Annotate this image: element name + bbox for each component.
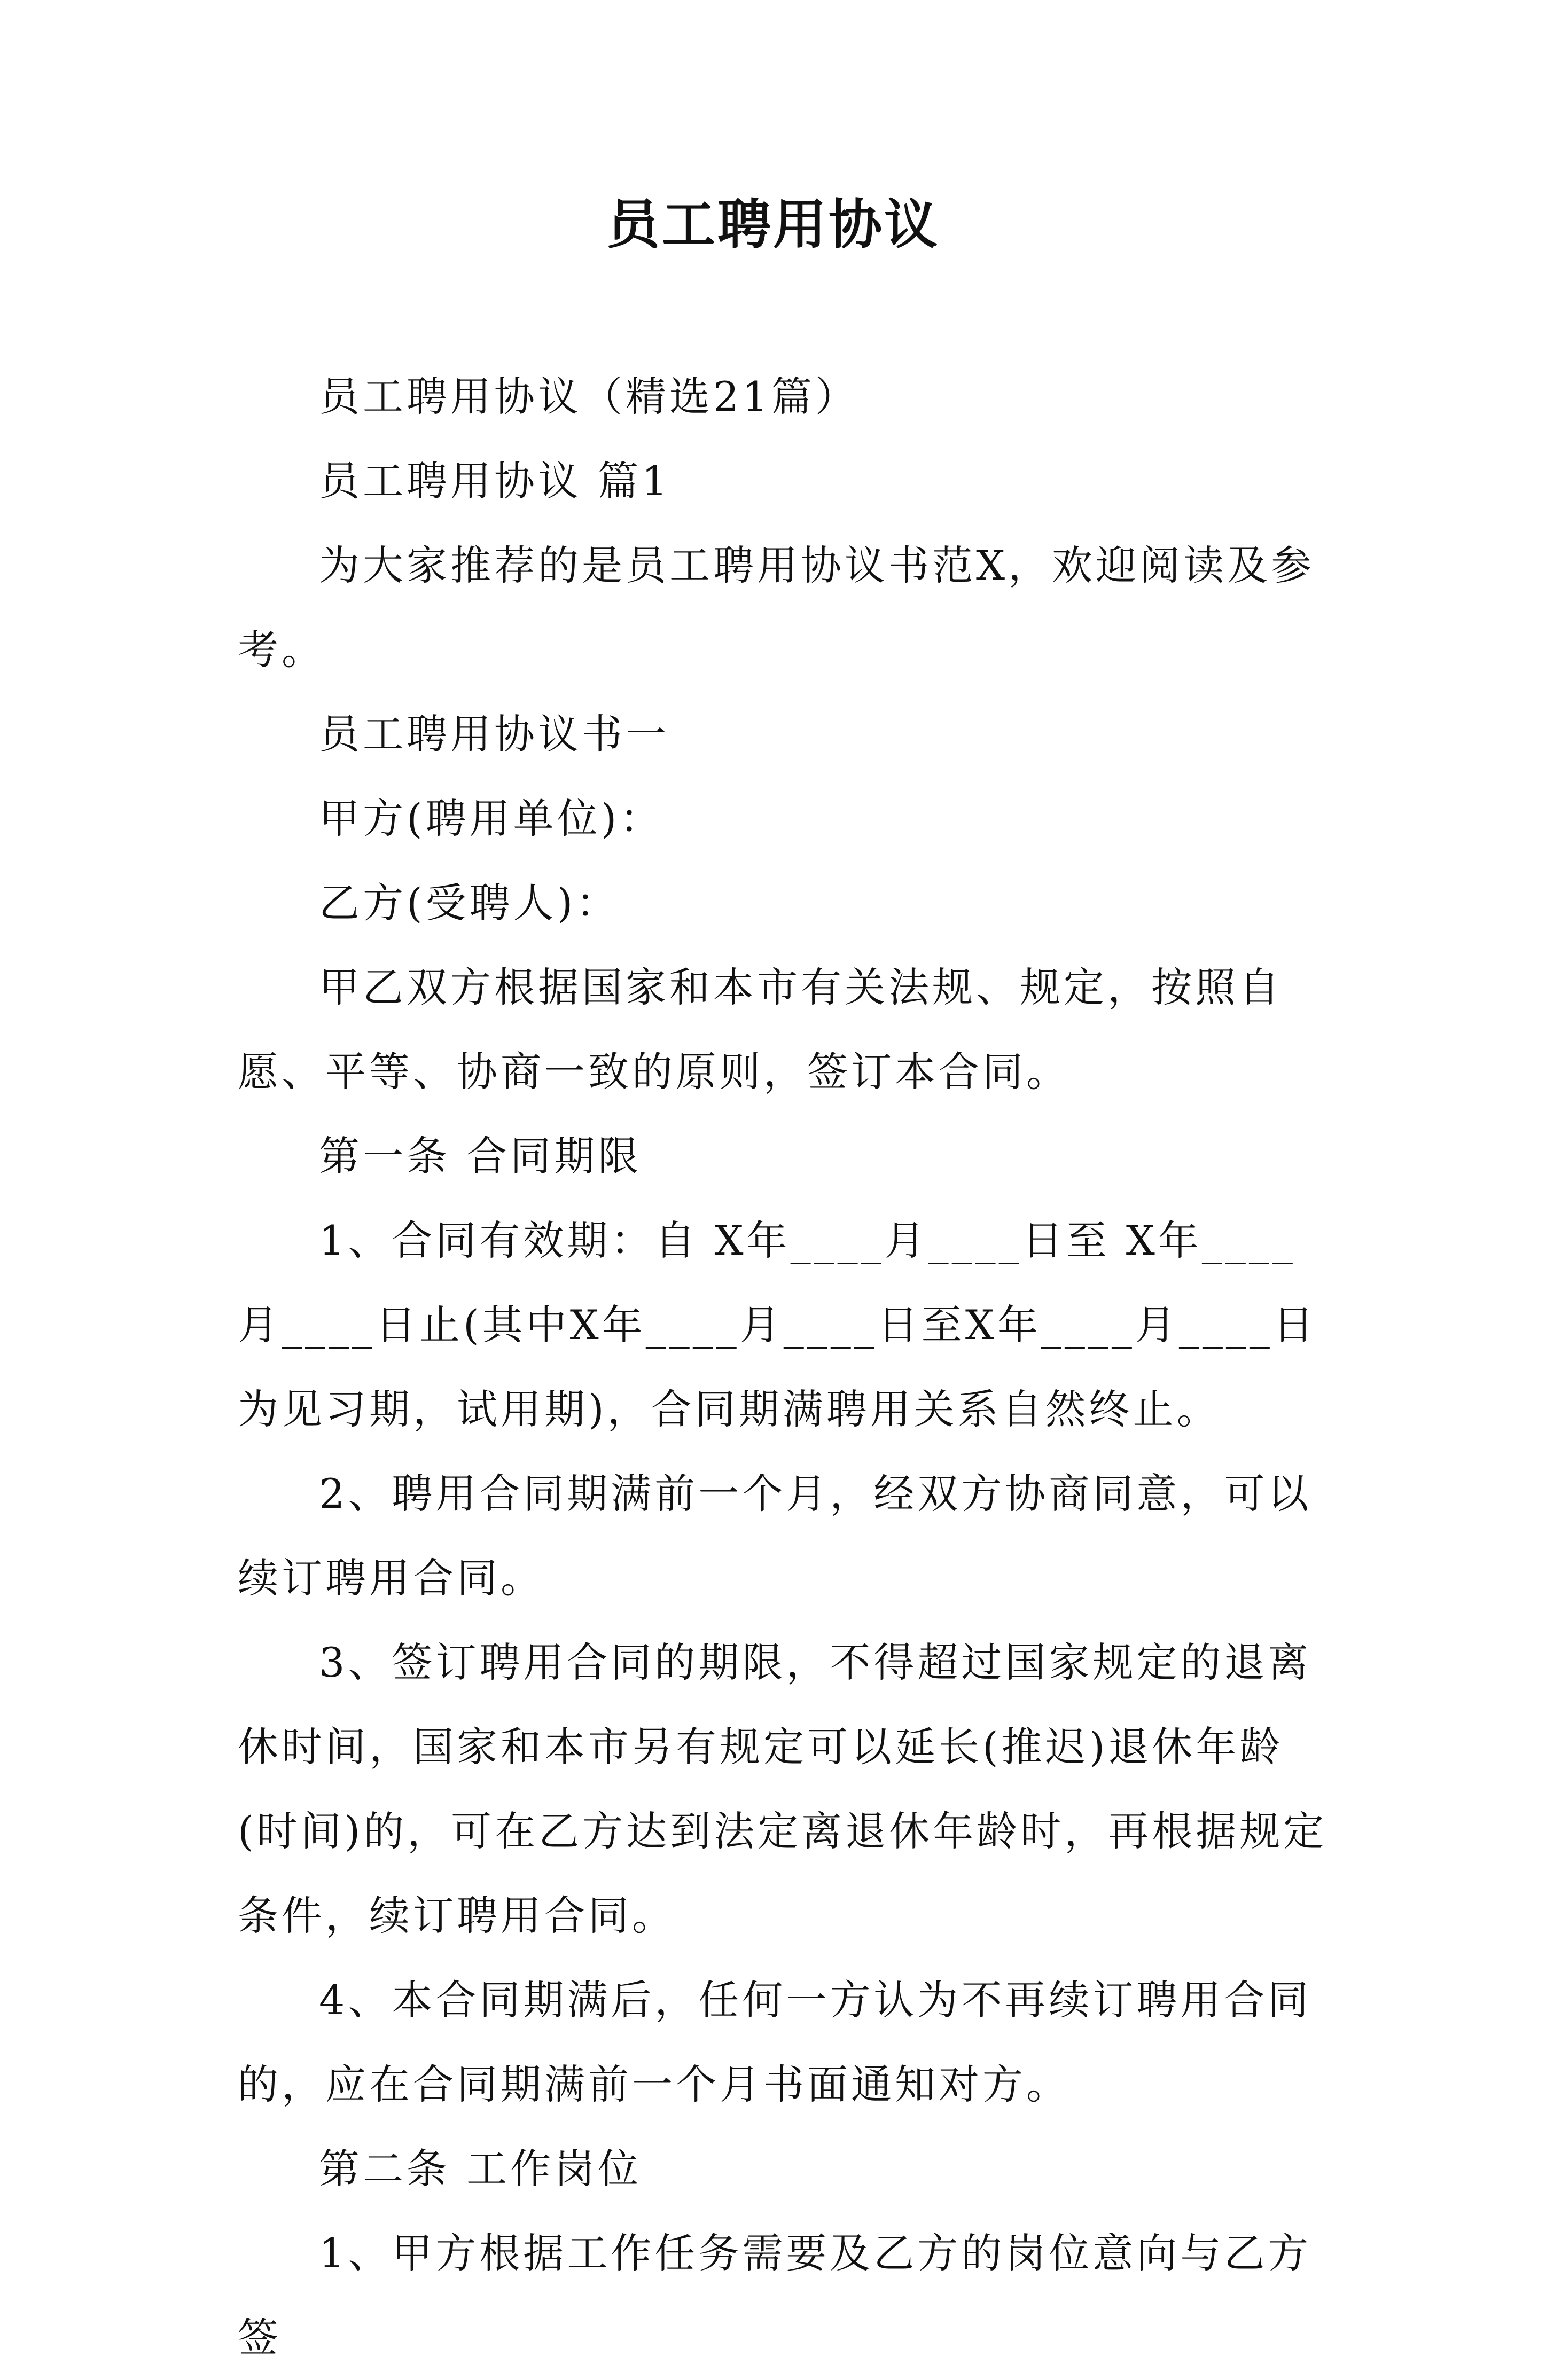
paragraph-agreement-name: 员工聘用协议书一	[319, 710, 669, 758]
paragraph-intro: 为大家推荐的是员工聘用协议书范X，欢迎阅读及参考。	[238, 542, 1315, 674]
paragraph-collection-title: 员工聘用协议（精选21篇）	[319, 373, 859, 420]
document-title: 员工聘用协议	[606, 193, 940, 256]
paragraph-article-1-heading: 第一条 合同期限	[319, 1132, 642, 1180]
paragraph-party-a: 甲方(聘用单位)：	[319, 795, 664, 842]
paragraph-article-2-clause-1: 1、甲方根据工作任务需要及乙方的岗位意向与乙方签	[238, 2229, 1312, 2361]
paragraph-article-1-clause-3: 3、签订聘用合同的期限，不得超过国家规定的退离休时间，国家和本市另有规定可以延长(推迟)退休年龄(时间)的，可在乙方达到法定离退休年龄时，再根据规定条件，续订聘用合同。	[238, 1639, 1328, 1939]
paragraph-article-2-heading: 第二条 工作岗位	[319, 2145, 642, 2193]
paragraph-article-1-clause-2: 2、聘用合同期满前一个月，经双方协商同意，可以续订聘用合同。	[238, 1470, 1312, 1602]
paragraph-part-heading: 员工聘用协议 篇1	[319, 457, 671, 505]
paragraph-article-1-clause-4: 4、本合同期满后，任何一方认为不再续订聘用合同的，应在合同期满前一个月书面通知对方。	[238, 1976, 1312, 2108]
document-body	[238, 355, 1328, 2380]
paragraph-preamble: 甲乙双方根据国家和本市有关法规、规定，按照自愿、平等、协商一致的原则，签订本合同。	[238, 964, 1283, 1095]
paragraph-party-b: 乙方(受聘人)：	[319, 879, 620, 927]
paragraph-article-1-clause-1: 1、合同有效期：自 X年____月____日至 X年____月____日止(其中X年____月____日至X年____月____日为见习期，试用期)，合同期满聘用关系自然终止。	[238, 1217, 1317, 1433]
